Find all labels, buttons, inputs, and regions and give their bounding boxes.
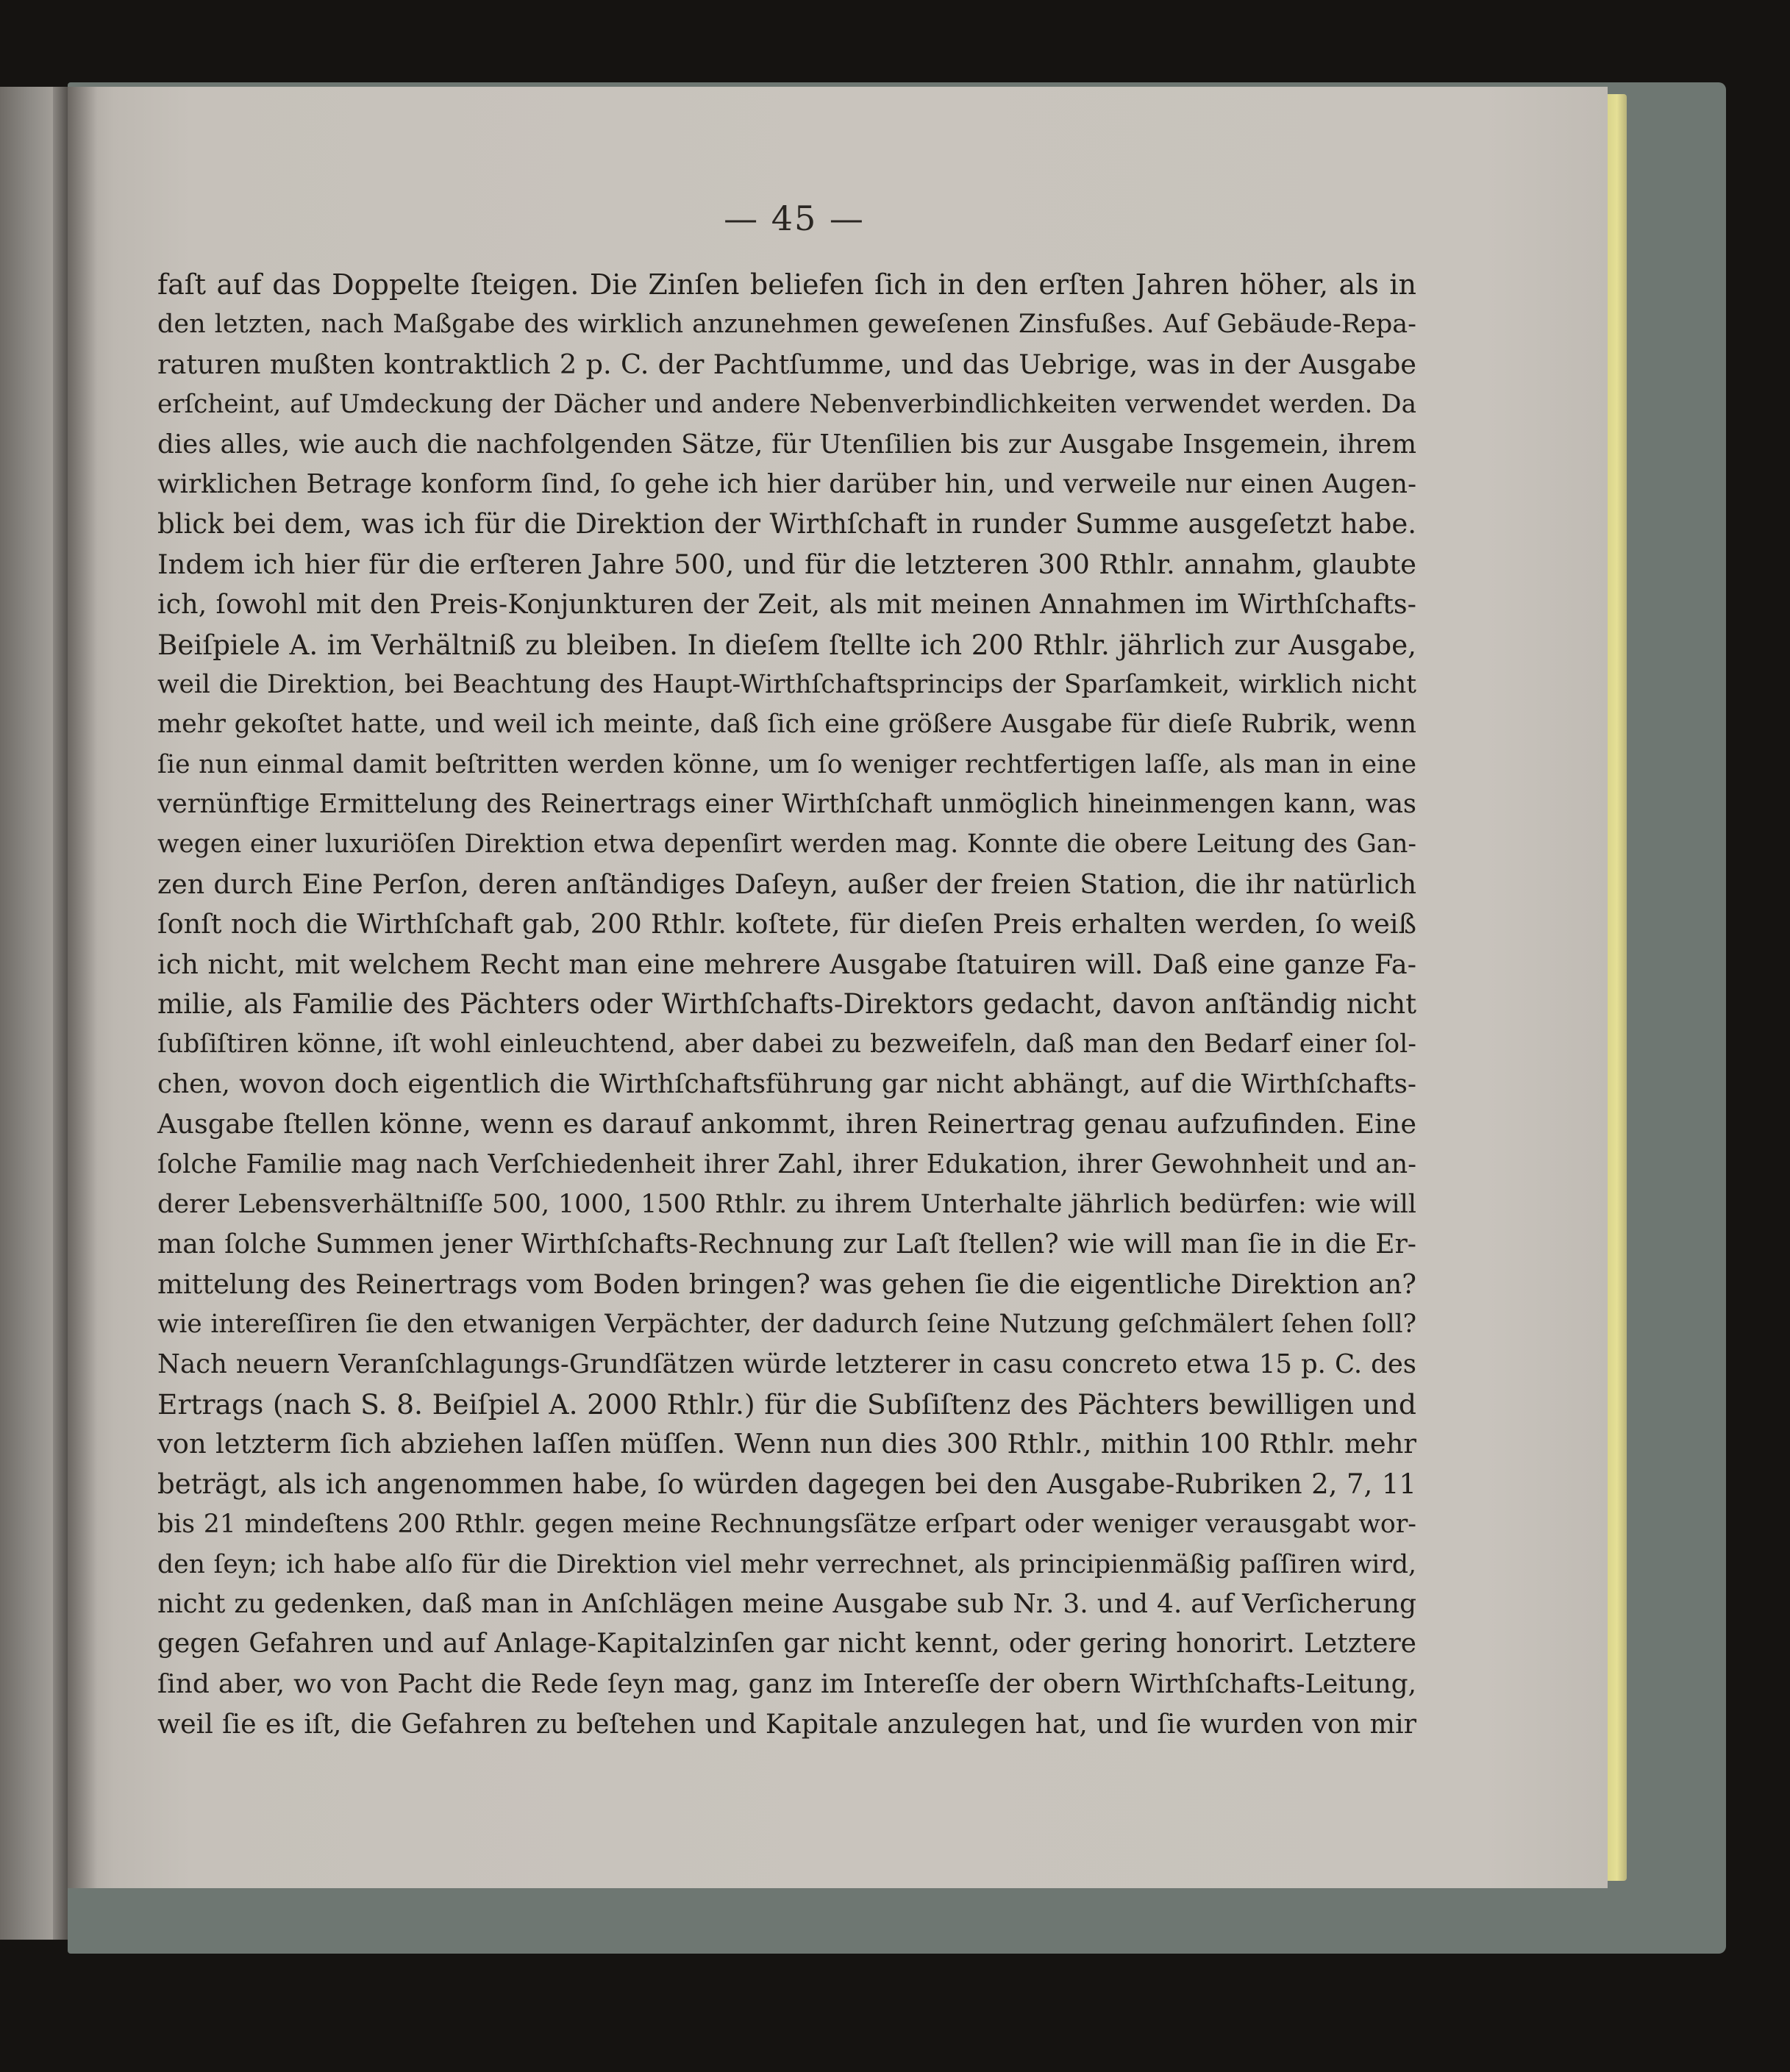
text-line: milie, als Familie des Pächters oder Wirthſchafts-Direktors gedacht, davon anſtändig nicht <box>157 988 1416 1021</box>
text-line: den letzten, nach Maßgabe des wirklich anzunehmen geweſenen Zinsfußes. Auf Gebäude-Repa- <box>157 310 1416 340</box>
text-line: nicht zu gedenken, daß man in Anſchlägen meine Ausgabe sub Nr. 3. und 4. auf Verſicherung <box>157 1588 1416 1619</box>
text-line: ich, ſowohl mit den Preis-Konjunkturen der Zeit, als mit meinen Annahmen im Wirthſchafts- <box>157 588 1416 621</box>
text-line: ſie nun einmal damit beſtritten werden könne, um ſo weniger rechtfertigen laſſe, als man in eine <box>157 749 1416 779</box>
text-line: Nach neuern Veranſchlagungs-Grundſätzen würde letzterer in casu concreto etwa 15 p. C. des <box>157 1348 1416 1379</box>
text-line: ich nicht, mit welchem Recht man eine mehrere Ausgabe ſtatuiren will. Daß eine ganze Fa- <box>157 948 1416 980</box>
text-line: von letzterm ſich abziehen laſſen müſſen. Wenn nun dies 300 Rthlr., mithin 100 Rthlr. mehr <box>157 1428 1416 1460</box>
text-line: derer Lebensverhältniſſe 500, 1000, 1500 Rthlr. zu ihrem Unterhalte jährlich bedürfen: wie will <box>157 1188 1416 1219</box>
text-line: dies alles, wie auch die nachfolgenden Sätze, für Utenſilien bis zur Ausgabe Insgemein, ihrem <box>157 429 1416 460</box>
page-gutter-shadow <box>68 87 97 1888</box>
text-line: den ſeyn; ich habe alſo für die Direktion viel mehr verrechnet, als principienmäßig paſſiren wird, <box>157 1549 1416 1579</box>
text-line: ſubſiſtiren könne, iſt wohl einleuchtend, aber dabei zu bezweifeln, daß man den Bedarf einer ſol- <box>157 1029 1416 1060</box>
book-gutter <box>53 87 69 1940</box>
text-line: mehr gekoſtet hatte, und weil ich meinte, daß ſich eine größere Ausgabe für dieſe Rubrik, wenn <box>157 710 1416 740</box>
text-line: raturen mußten kontraktlich 2 p. C. der Pachtſumme, und das Uebrige, was in der Ausgabe <box>157 348 1416 380</box>
text-line: Ausgabe ſtellen könne, wenn es darauf ankommt, ihren Reinertrag genau aufzufinden. Eine <box>157 1108 1416 1140</box>
text-line: beträgt, als ich angenommen habe, ſo würden dagegen bei den Ausgabe-Rubriken 2, 7, 11 <box>157 1468 1416 1500</box>
text-line: ſind aber, wo von Pacht die Rede ſeyn mag, ganz im Intereſſe der obern Wirthſchafts-Leitung, <box>157 1668 1416 1699</box>
text-line: mittelung des Reinertrags vom Boden bringen? was gehen ſie die eigentliche Direktion an? <box>157 1268 1416 1300</box>
text-line: blick bei dem, was ich für die Direktion der Wirthſchaft in runder Summe ausgeſetzt habe. <box>157 508 1416 540</box>
text-line: wirklichen Betrage konform ſind, ſo gehe ich hier darüber hin, und verweile nur einen Augen- <box>157 468 1416 499</box>
text-line: man ſolche Summen jener Wirthſchafts-Rechnung zur Laſt ſtellen? wie will man ſie in die Er- <box>157 1228 1416 1260</box>
text-line: gegen Gefahren und auf Anlage-Kapitalzinſen gar nicht kennt, oder gering honorirt. Letztere <box>157 1629 1416 1660</box>
text-line: weil ſie es iſt, die Gefahren zu beſtehen und Kapitale anzulegen hat, und ſie wurden von mir <box>157 1708 1416 1740</box>
text-line: wie intereſſiren ſie den etwanigen Verpächter, der dadurch ſeine Nutzung geſchmälert ſehen ſoll? <box>157 1310 1416 1340</box>
text-line: ſonſt noch die Wirthſchaft gab, 200 Rthlr. koſtete, für dieſen Preis erhalten werden, ſo weiß <box>157 908 1416 940</box>
text-line: bis 21 mindeſtens 200 Rthlr. gegen meine Rechnungsſätze erſpart oder weniger verausgabt wor- <box>157 1510 1416 1540</box>
text-line: chen, wovon doch eigentlich die Wirthſchaftsführung gar nicht abhängt, auf die Wirthſchafts- <box>157 1068 1416 1099</box>
text-line: faſt auf das Doppelte ſteigen. Die Zinſen beliefen ſich in den erſten Jahren höher, als in <box>157 268 1416 301</box>
text-line: zen durch Eine Perſon, deren anſtändiges Daſeyn, außer der freien Station, die ihr natürlich <box>157 868 1416 900</box>
text-line: weil die Direktion, bei Beachtung des Haupt-Wirthſchaftsprincips der Sparſamkeit, wirklich nicht <box>157 669 1416 699</box>
page-number: — 45 — <box>724 199 865 238</box>
text-line: Beiſpiele A. im Verhältniß zu bleiben. In dieſem ſtellte ich 200 Rthlr. jährlich zur Ausgabe, <box>157 628 1416 661</box>
text-line: vernünftige Ermittelung des Reinertrags einer Wirthſchaft unmöglich hineinmengen kann, was <box>157 789 1416 820</box>
text-line: ſolche Familie mag nach Verſchiedenheit ihrer Zahl, ihrer Edukation, ihrer Gewohnheit und an- <box>157 1148 1416 1179</box>
text-line: wegen einer luxuriöſen Direktion etwa depenſirt werden mag. Konnte die obere Leitung des Gan- <box>157 829 1416 860</box>
text-line: erſcheint, auf Umdeckung der Dächer und andere Nebenverbindlichkeiten verwendet werden. Da <box>157 390 1416 420</box>
text-line: Ertrags (nach S. 8. Beiſpiel A. 2000 Rthlr.) für die Subſiſtenz des Pächters bewilligen und <box>157 1387 1416 1421</box>
text-line: Indem ich hier für die erſteren Jahre 500, und für die letzteren 300 Rthlr. annahm, glaubte <box>157 548 1416 580</box>
body-text <box>157 265 1416 1744</box>
